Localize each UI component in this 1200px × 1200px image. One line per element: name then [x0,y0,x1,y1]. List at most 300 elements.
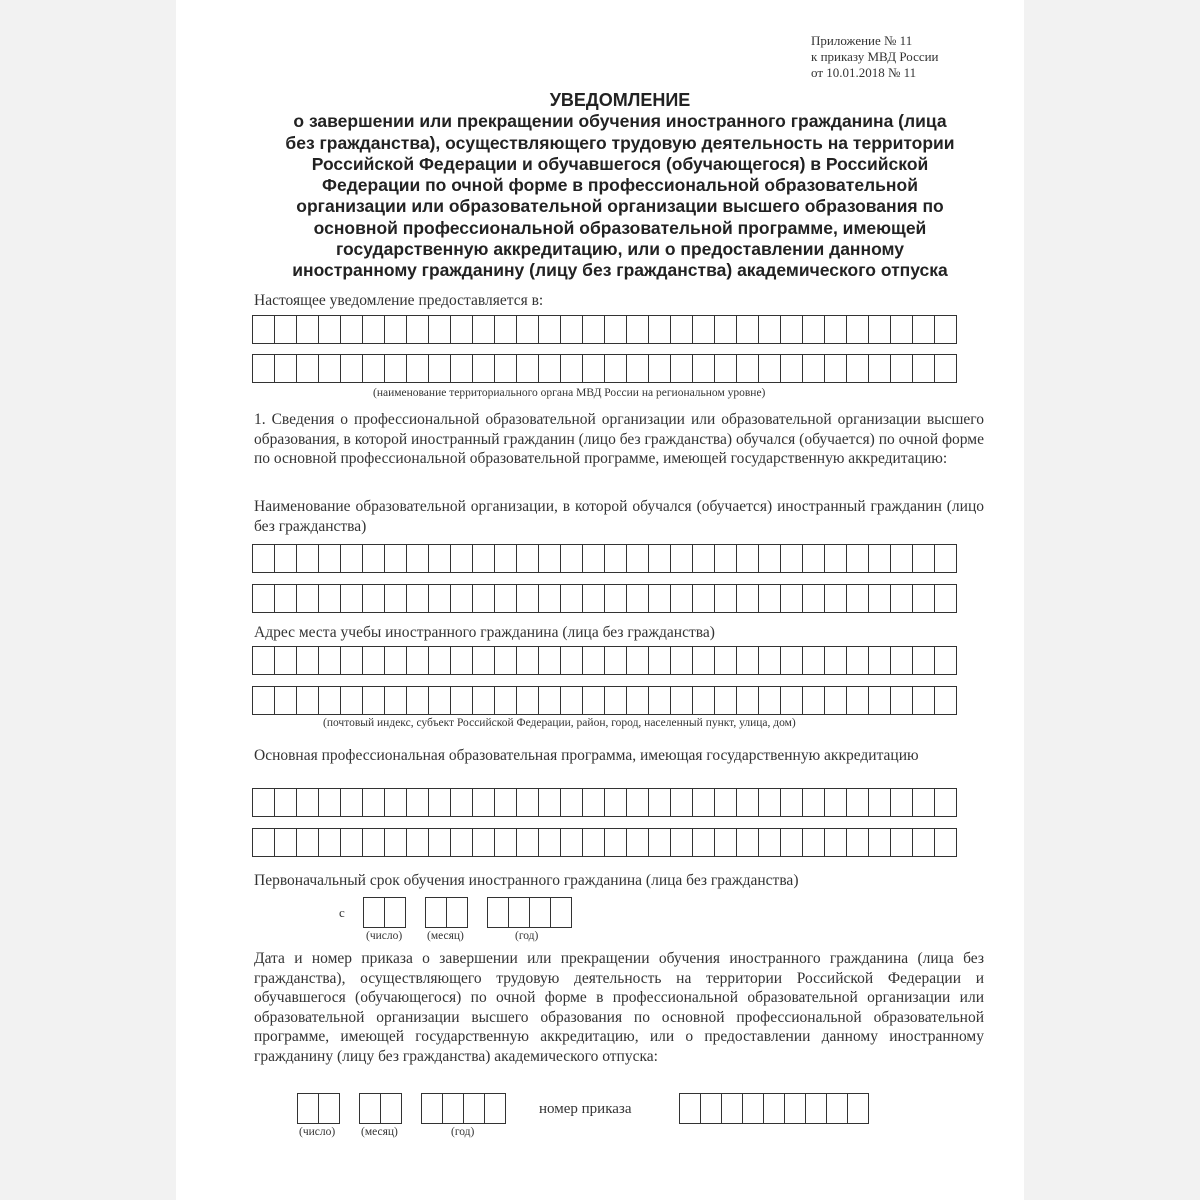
char-cell[interactable] [517,316,539,343]
char-cell[interactable] [693,647,715,674]
char-cell[interactable] [298,1094,319,1123]
char-cell[interactable] [363,829,385,856]
char-cell[interactable] [407,789,429,816]
char-cell[interactable] [451,647,473,674]
char-cell[interactable] [693,829,715,856]
char-cell[interactable] [297,687,319,714]
char-cell[interactable] [627,687,649,714]
char-cell[interactable] [759,355,781,382]
char-cell[interactable] [803,789,825,816]
char-cell[interactable] [385,316,407,343]
org-name-label: Наименование образовательной организации, в которой обучался (обучается) иностранный гражданин (лицо без гражданства) [254,498,984,535]
char-cell[interactable] [781,545,803,572]
char-cell[interactable] [671,355,693,382]
char-cell[interactable] [319,829,341,856]
address-field-row-1[interactable] [252,646,957,675]
char-cell[interactable] [913,647,935,674]
char-cell[interactable] [275,687,297,714]
char-cell[interactable] [464,1094,485,1123]
char-cell[interactable] [551,898,572,927]
char-cell[interactable] [715,687,737,714]
char-cell[interactable] [627,545,649,572]
char-cell[interactable] [781,316,803,343]
char-cell[interactable] [561,316,583,343]
char-cell[interactable] [848,1094,869,1123]
char-cell[interactable] [935,829,957,856]
char-cell[interactable] [781,647,803,674]
char-cell[interactable] [825,687,847,714]
char-cell[interactable] [539,355,561,382]
char-cell[interactable] [583,647,605,674]
char-cell[interactable] [275,545,297,572]
char-cell[interactable] [935,687,957,714]
char-cell[interactable] [847,829,869,856]
char-cell[interactable] [627,355,649,382]
char-cell[interactable] [737,789,759,816]
char-cell[interactable] [385,687,407,714]
char-cell[interactable] [737,316,759,343]
char-cell[interactable] [517,585,539,612]
char-cell[interactable] [743,1094,764,1123]
char-cell[interactable] [319,316,341,343]
org-name-field-row-2[interactable] [252,584,957,613]
char-cell[interactable] [495,789,517,816]
char-cell[interactable] [693,545,715,572]
title-line: организации или образовательной организации высшего образования по [296,196,944,217]
char-cell[interactable] [561,687,583,714]
char-cell[interactable] [561,789,583,816]
char-cell[interactable] [605,585,627,612]
char-cell[interactable] [869,585,891,612]
char-cell[interactable] [539,585,561,612]
char-cell[interactable] [847,647,869,674]
char-cell[interactable] [429,829,451,856]
char-cell[interactable] [297,829,319,856]
char-cell[interactable] [803,585,825,612]
char-cell[interactable] [407,687,429,714]
char-cell[interactable] [649,687,671,714]
char-cell[interactable] [253,687,275,714]
char-cell[interactable] [583,789,605,816]
char-cell[interactable] [485,1094,506,1123]
char-cell[interactable] [407,316,429,343]
char-cell[interactable] [407,647,429,674]
char-cell[interactable] [935,647,957,674]
char-cell[interactable] [341,789,363,816]
authority-field-row-1[interactable] [252,315,957,344]
char-cell[interactable] [693,355,715,382]
char-cell[interactable] [385,585,407,612]
char-cell[interactable] [693,789,715,816]
char-cell[interactable] [605,687,627,714]
char-cell[interactable] [722,1094,743,1123]
char-cell[interactable] [429,687,451,714]
char-cell[interactable] [605,355,627,382]
char-cell[interactable] [891,545,913,572]
address-field-row-2[interactable] [252,686,957,715]
char-cell[interactable] [509,898,530,927]
char-cell[interactable] [781,829,803,856]
char-cell[interactable] [319,355,341,382]
char-cell[interactable] [253,316,275,343]
char-cell[interactable] [422,1094,443,1123]
char-cell[interactable] [583,829,605,856]
char-cell[interactable] [781,355,803,382]
char-cell[interactable] [913,355,935,382]
char-cell[interactable] [407,585,429,612]
char-cell[interactable] [341,585,363,612]
char-cell[interactable] [363,355,385,382]
char-cell[interactable] [275,789,297,816]
char-cell[interactable] [341,647,363,674]
appendix-reference [811,33,939,81]
char-cell[interactable] [869,355,891,382]
char-cell[interactable] [364,898,385,927]
char-cell[interactable] [715,355,737,382]
char-cell[interactable] [891,585,913,612]
org-name-field-row-1[interactable] [252,544,957,573]
char-cell[interactable] [806,1094,827,1123]
char-cell[interactable] [627,789,649,816]
char-cell[interactable] [407,355,429,382]
char-cell[interactable] [737,647,759,674]
char-cell[interactable] [447,898,468,927]
char-cell[interactable] [693,585,715,612]
char-cell[interactable] [363,789,385,816]
char-cell[interactable] [319,687,341,714]
char-cell[interactable] [913,316,935,343]
char-cell[interactable] [495,687,517,714]
char-cell[interactable] [488,898,509,927]
char-cell[interactable] [627,829,649,856]
char-cell[interactable] [473,585,495,612]
char-cell[interactable] [253,355,275,382]
char-cell[interactable] [803,316,825,343]
char-cell[interactable] [847,789,869,816]
char-cell[interactable] [561,355,583,382]
char-cell[interactable] [935,355,957,382]
char-cell[interactable] [759,687,781,714]
char-cell[interactable] [737,687,759,714]
char-cell[interactable] [649,647,671,674]
char-cell[interactable] [443,1094,464,1123]
char-cell[interactable] [759,316,781,343]
char-cell[interactable] [803,829,825,856]
char-cell[interactable] [561,585,583,612]
period-year-field[interactable] [487,897,572,928]
char-cell[interactable] [913,585,935,612]
char-cell[interactable] [517,647,539,674]
char-cell[interactable] [429,789,451,816]
char-cell[interactable] [341,316,363,343]
char-cell[interactable] [759,789,781,816]
char-cell[interactable] [737,829,759,856]
char-cell[interactable] [319,545,341,572]
char-cell[interactable] [297,355,319,382]
char-cell[interactable] [605,316,627,343]
char-cell[interactable] [827,1094,848,1123]
char-cell[interactable] [473,316,495,343]
period-day-field[interactable] [363,897,406,928]
order-month-field[interactable] [359,1093,402,1124]
char-cell[interactable] [913,829,935,856]
char-cell[interactable] [803,545,825,572]
char-cell[interactable] [935,585,957,612]
char-cell[interactable] [737,585,759,612]
char-cell[interactable] [381,1094,402,1123]
char-cell[interactable] [473,545,495,572]
char-cell[interactable] [363,647,385,674]
char-cell[interactable] [803,687,825,714]
char-cell[interactable] [715,647,737,674]
char-cell[interactable] [715,545,737,572]
char-cell[interactable] [891,647,913,674]
char-cell[interactable] [891,829,913,856]
char-cell[interactable] [385,545,407,572]
char-cell[interactable] [737,545,759,572]
char-cell[interactable] [451,687,473,714]
char-cell[interactable] [847,355,869,382]
char-cell[interactable] [715,789,737,816]
char-cell[interactable] [429,647,451,674]
char-cell[interactable] [539,545,561,572]
char-cell[interactable] [297,789,319,816]
char-cell[interactable] [360,1094,381,1123]
char-cell[interactable] [253,829,275,856]
char-cell[interactable] [781,789,803,816]
char-cell[interactable] [561,545,583,572]
char-cell[interactable] [649,355,671,382]
char-cell[interactable] [627,316,649,343]
char-cell[interactable] [341,687,363,714]
char-cell[interactable] [913,545,935,572]
char-cell[interactable] [429,585,451,612]
char-cell[interactable] [253,545,275,572]
char-cell[interactable] [847,316,869,343]
char-cell[interactable] [539,647,561,674]
char-cell[interactable] [539,687,561,714]
char-cell[interactable] [847,687,869,714]
char-cell[interactable] [680,1094,701,1123]
char-cell[interactable] [649,789,671,816]
program-field-row-2[interactable] [252,828,957,857]
char-cell[interactable] [825,647,847,674]
char-cell[interactable] [495,585,517,612]
char-cell[interactable] [451,316,473,343]
order-number-field[interactable] [679,1093,869,1124]
char-cell[interactable] [539,789,561,816]
char-cell[interactable] [275,829,297,856]
char-cell[interactable] [737,355,759,382]
char-cell[interactable] [671,829,693,856]
char-cell[interactable] [671,585,693,612]
char-cell[interactable] [627,585,649,612]
char-cell[interactable] [583,316,605,343]
authority-field-row-2[interactable] [252,354,957,383]
char-cell[interactable] [825,789,847,816]
char-cell[interactable] [649,585,671,612]
char-cell[interactable] [605,789,627,816]
char-cell[interactable] [825,545,847,572]
char-cell[interactable] [825,316,847,343]
char-cell[interactable] [451,585,473,612]
char-cell[interactable] [451,355,473,382]
char-cell[interactable] [530,898,551,927]
char-cell[interactable] [297,545,319,572]
char-cell[interactable] [495,316,517,343]
char-cell[interactable] [605,647,627,674]
char-cell[interactable] [605,545,627,572]
char-cell[interactable] [781,585,803,612]
char-cell[interactable] [297,647,319,674]
char-cell[interactable] [473,647,495,674]
char-cell[interactable] [253,647,275,674]
char-cell[interactable] [341,545,363,572]
char-cell[interactable] [539,316,561,343]
char-cell[interactable] [319,647,341,674]
char-cell[interactable] [385,647,407,674]
char-cell[interactable] [759,585,781,612]
char-cell[interactable] [426,898,447,927]
char-cell[interactable] [693,687,715,714]
char-cell[interactable] [671,316,693,343]
char-cell[interactable] [517,789,539,816]
char-cell[interactable] [785,1094,806,1123]
char-cell[interactable] [341,829,363,856]
char-cell[interactable] [385,789,407,816]
char-cell[interactable] [759,829,781,856]
char-cell[interactable] [891,355,913,382]
char-cell[interactable] [869,687,891,714]
char-cell[interactable] [473,829,495,856]
char-cell[interactable] [363,687,385,714]
char-cell[interactable] [913,789,935,816]
char-cell[interactable] [627,647,649,674]
char-cell[interactable] [701,1094,722,1123]
char-cell[interactable] [363,545,385,572]
char-cell[interactable] [451,789,473,816]
char-cell[interactable] [671,687,693,714]
char-cell[interactable] [825,829,847,856]
char-cell[interactable] [671,789,693,816]
char-cell[interactable] [495,545,517,572]
char-cell[interactable] [429,545,451,572]
char-cell[interactable] [781,687,803,714]
char-cell[interactable] [649,545,671,572]
char-cell[interactable] [451,545,473,572]
order-year-field[interactable] [421,1093,506,1124]
char-cell[interactable] [297,585,319,612]
char-cell[interactable] [847,585,869,612]
char-cell[interactable] [759,545,781,572]
char-cell[interactable] [583,545,605,572]
char-cell[interactable] [517,829,539,856]
char-cell[interactable] [407,829,429,856]
char-cell[interactable] [297,316,319,343]
char-cell[interactable] [539,829,561,856]
char-cell[interactable] [583,355,605,382]
char-cell[interactable] [429,355,451,382]
char-cell[interactable] [759,647,781,674]
char-cell[interactable] [935,545,957,572]
char-cell[interactable] [517,687,539,714]
char-cell[interactable] [385,898,406,927]
char-cell[interactable] [649,829,671,856]
char-cell[interactable] [429,316,451,343]
program-field-row-1[interactable] [252,788,957,817]
char-cell[interactable] [605,829,627,856]
char-cell[interactable] [649,316,671,343]
char-cell[interactable] [495,829,517,856]
char-cell[interactable] [517,545,539,572]
document-title [250,90,990,282]
char-cell[interactable] [407,545,429,572]
char-cell[interactable] [935,789,957,816]
char-cell[interactable] [825,355,847,382]
char-cell[interactable] [253,585,275,612]
char-cell[interactable] [715,585,737,612]
char-cell[interactable] [869,545,891,572]
char-cell[interactable] [473,687,495,714]
char-cell[interactable] [869,829,891,856]
char-cell[interactable] [473,789,495,816]
char-cell[interactable] [561,647,583,674]
char-cell[interactable] [495,647,517,674]
char-cell[interactable] [891,789,913,816]
char-cell[interactable] [495,355,517,382]
char-cell[interactable] [319,789,341,816]
char-cell[interactable] [671,545,693,572]
order-day-field[interactable] [297,1093,340,1124]
char-cell[interactable] [561,829,583,856]
char-cell[interactable] [275,316,297,343]
char-cell[interactable] [583,687,605,714]
char-cell[interactable] [363,585,385,612]
char-cell[interactable] [715,316,737,343]
period-month-field[interactable] [425,897,468,928]
char-cell[interactable] [764,1094,785,1123]
char-cell[interactable] [913,687,935,714]
char-cell[interactable] [275,585,297,612]
char-cell[interactable] [341,355,363,382]
char-cell[interactable] [275,355,297,382]
char-cell[interactable] [583,585,605,612]
char-cell[interactable] [671,647,693,674]
char-cell[interactable] [693,316,715,343]
char-cell[interactable] [869,647,891,674]
char-cell[interactable] [517,355,539,382]
char-cell[interactable] [319,585,341,612]
char-cell[interactable] [715,829,737,856]
char-cell[interactable] [935,316,957,343]
char-cell[interactable] [385,829,407,856]
char-cell[interactable] [803,355,825,382]
char-cell[interactable] [473,355,495,382]
char-cell[interactable] [363,316,385,343]
char-cell[interactable] [891,687,913,714]
char-cell[interactable] [825,585,847,612]
char-cell[interactable] [319,1094,340,1123]
char-cell[interactable] [803,647,825,674]
char-cell[interactable] [847,545,869,572]
char-cell[interactable] [385,355,407,382]
char-cell[interactable] [275,647,297,674]
char-cell[interactable] [253,789,275,816]
char-cell[interactable] [869,316,891,343]
char-cell[interactable] [869,789,891,816]
char-cell[interactable] [451,829,473,856]
char-cell[interactable] [891,316,913,343]
